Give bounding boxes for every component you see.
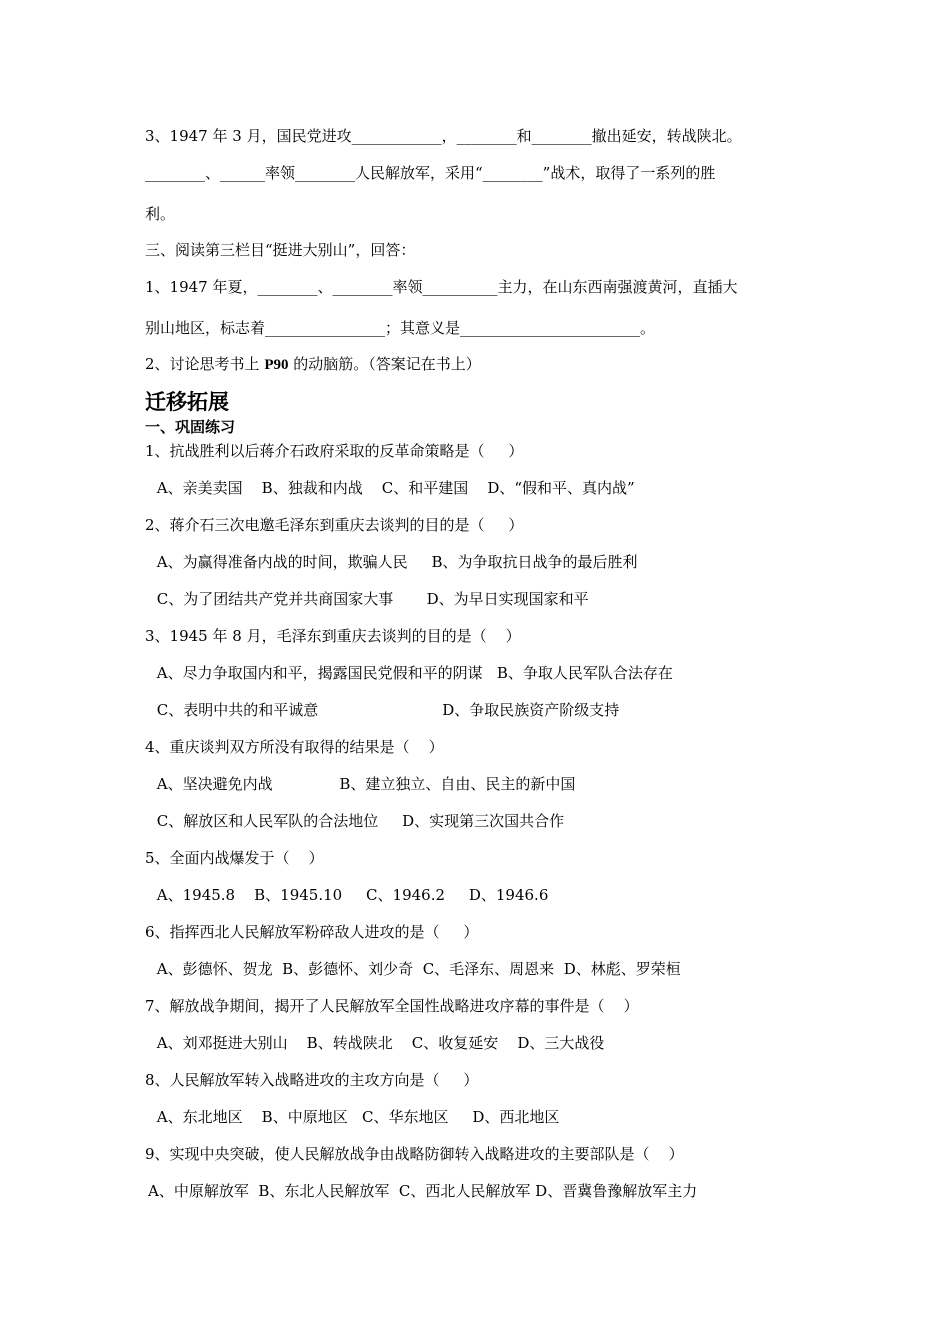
question-1-options: A、亲美卖国 B、独裁和内战 C、和平建国 D、“假和平、真内战”: [152, 479, 635, 497]
part2-q3-line2: ________、______率领________人民解放军，采用“________”战术，取得了一系列的胜: [145, 164, 716, 182]
question-9-options: A、中原解放军 B、东北人民解放军 C、西北人民解放军 D、晋冀鲁豫解放军主力: [148, 1182, 698, 1200]
part3-q1-line1: 1、1947 年夏，________、________率领__________主力，在山东西南强渡黄河，直插大: [145, 278, 738, 296]
question-5-options: A、1945.8 B、1945.10 C、1946.2 D、1946.6: [152, 886, 549, 904]
part2-q3-line1: 3、1947 年 3 月，国民党进攻____________，________和________撤出延安，转战陕北。: [145, 127, 742, 145]
question-3-options-1: A、尽力争取国内和平，揭露国民党假和平的阴谋 B、争取人民军队合法存在: [152, 664, 673, 682]
part3-q2-pre: 2、讨论思考书上: [145, 355, 265, 373]
question-3: 3、1945 年 8 月，毛泽东到重庆去谈判的目的是（ ）: [145, 627, 521, 645]
part2-q3-line3: 利。: [145, 205, 176, 223]
question-9: 9、实现中央突破，使人民解放战争由战略防御转入战略进攻的主要部队是（ ）: [145, 1145, 684, 1163]
question-7: 7、解放战争期间，揭开了人民解放军全国性战略进攻序幕的事件是（ ）: [145, 997, 639, 1015]
question-8: 8、人民解放军转入战略进攻的主攻方向是（ ）: [145, 1071, 479, 1089]
question-6-options: A、彭德怀、贺龙 B、彭德怀、刘少奇 C、毛泽东、周恩来 D、林彪、罗荣桓: [152, 960, 681, 978]
question-3-options-2: C、表明中共的和平诚意 D、争取民族资产阶级支持: [152, 701, 620, 719]
question-6: 6、指挥西北人民解放军粉碎敌人进攻的是（ ）: [145, 923, 479, 941]
question-2-options-2: C、为了团结共产党并共商国家大事 D、为早日实现国家和平: [152, 590, 589, 608]
question-2: 2、蒋介石三次电邀毛泽东到重庆去谈判的目的是（ ）: [145, 516, 524, 534]
question-1: 1、抗战胜利以后蒋介石政府采取的反革命策略是（ ）: [145, 442, 524, 460]
part3-q1-line2: 别山地区，标志着________________；其意义是________________________。: [145, 319, 656, 337]
question-5: 5、全面内战爆发于（ ）: [145, 849, 324, 867]
part3-q2-page-ref: P90: [264, 357, 289, 373]
question-7-options: A、刘邓挺进大别山 B、转战陕北 C、收复延安 D、三大战役: [152, 1034, 605, 1052]
section-title: 迁移拓展: [145, 389, 229, 414]
question-4: 4、重庆谈判双方所没有取得的结果是（ ）: [145, 738, 444, 756]
part3-q2-post: 的动脑筋。（答案记在书上）: [288, 355, 481, 373]
question-8-options: A、东北地区 B、中原地区 C、华东地区 D、西北地区: [152, 1108, 560, 1126]
section-subtitle: 一、巩固练习: [145, 418, 236, 436]
question-4-options-2: C、解放区和人民军队的合法地位 D、实现第三次国共合作: [152, 812, 565, 830]
part3-heading: 三、阅读第三栏目“挺进大别山”，回答：: [145, 241, 416, 259]
question-4-options-1: A、坚决避免内战 B、建立独立、自由、民主的新中国: [152, 775, 576, 793]
question-2-options-1: A、为赢得准备内战的时间，欺骗人民 B、为争取抗日战争的最后胜利: [152, 553, 638, 571]
part3-q2: [145, 354, 481, 375]
